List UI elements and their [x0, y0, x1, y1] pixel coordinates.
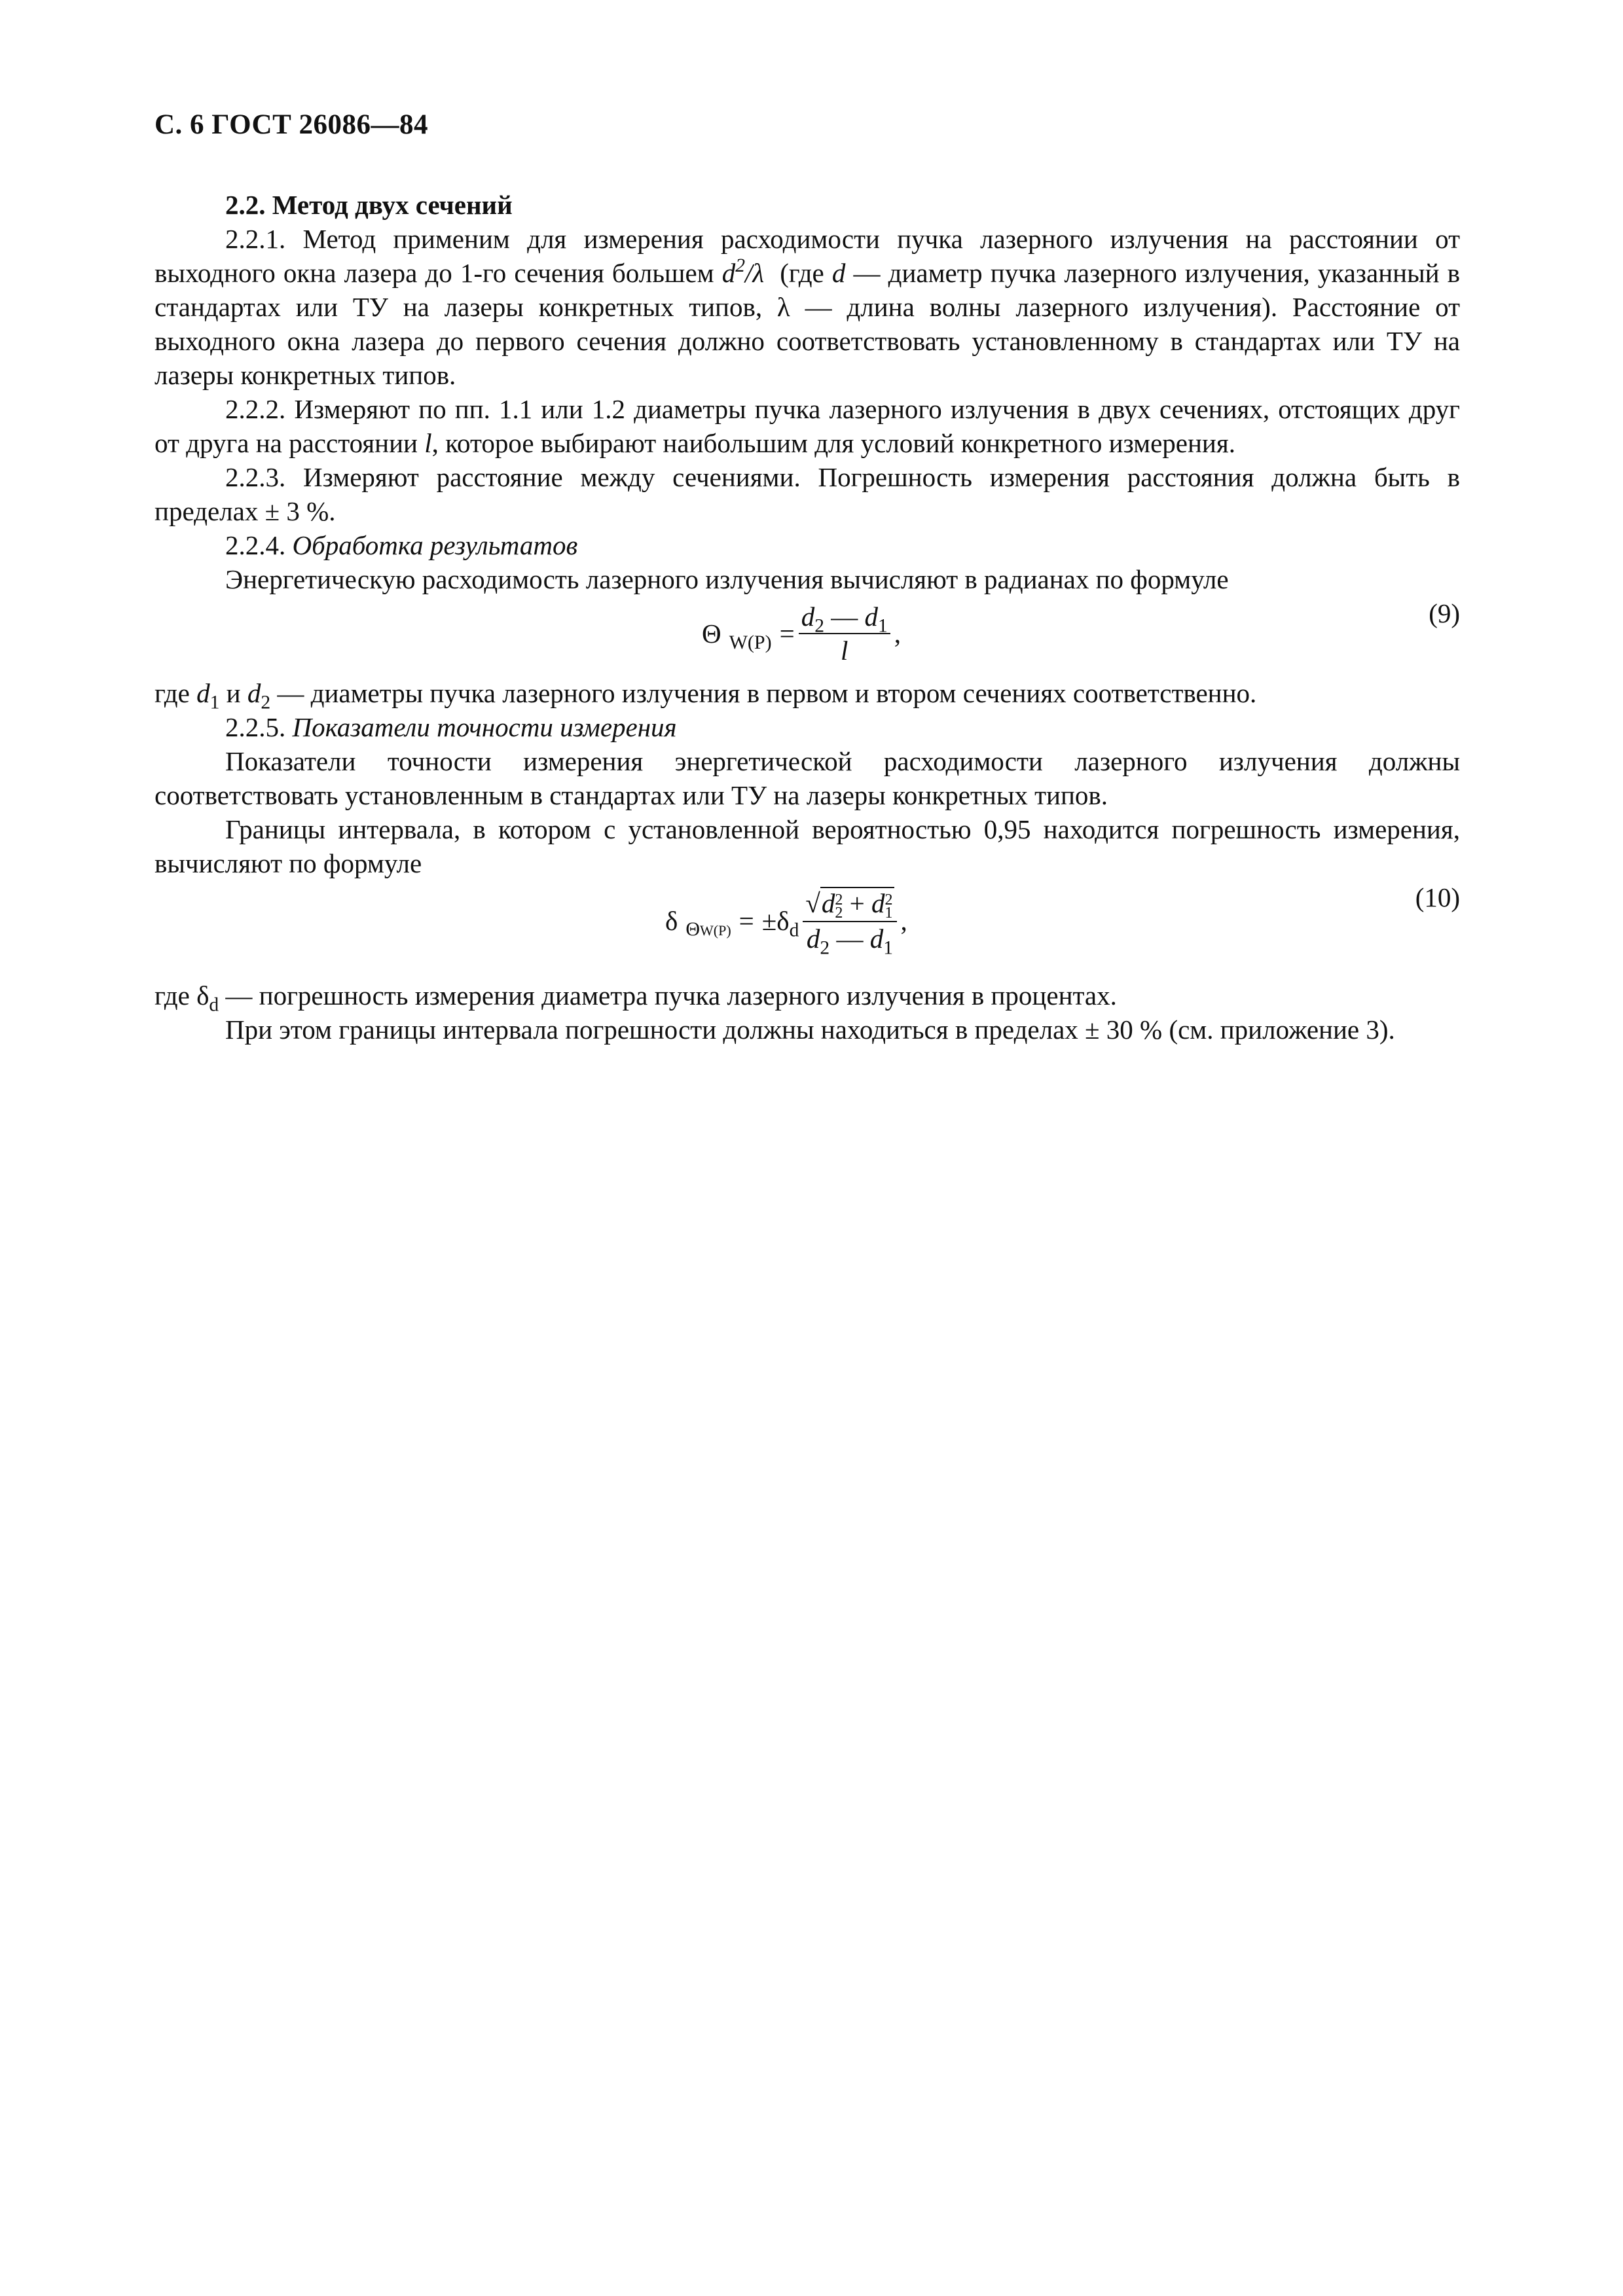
formula-9-expression [702, 601, 901, 666]
radicand: d 2 2 + d 2 1 [821, 888, 893, 922]
sqrt-icon: √ [805, 888, 820, 918]
theta-subscript: W(P) [729, 632, 772, 653]
fraction [803, 888, 896, 959]
paragraph-2-2-3 [155, 460, 1460, 528]
clause-number: 2.2.4. [225, 530, 286, 560]
paragraph-2-2-4 [155, 562, 1460, 596]
delta-symbol: δ [665, 905, 678, 936]
clause-number: 2.2.3. [225, 462, 286, 492]
section-heading [155, 188, 1460, 222]
equation-number-9: (9) [1429, 598, 1460, 628]
formula-10-legend: где $\delta_d$ — погрешность измерения диаметра пучка лазерного излучения в процентах. [155, 980, 1117, 1016]
formula-10-expression [665, 888, 907, 959]
plus-minus-delta: $\pm\delta_d$ [761, 905, 799, 941]
clause-number: 2.2.5. [225, 712, 286, 742]
paragraph-final [155, 1013, 1460, 1047]
paragraph-text: Измеряют расстояние между сечениями. Погрешность измерения расстояния должна быть в пределах ± 3 %. [155, 462, 1460, 526]
formula-comma: , [894, 619, 901, 649]
fraction-numerator: $d_2$ — $d_1$ [799, 601, 890, 634]
paragraph-text: Показатели точности измерения энергетической расходимости лазерного излучения должны соответствовать установленным в стандартах или ТУ на лазеры конкретных типов. [155, 746, 1460, 810]
paragraph-text: — диаметр пучка лазерного излучения, указанный в стандартах или ТУ на лазеры конкретных типов, λ — длина волны лазерного излучения). Расстояние от выходного окна лазера до первого сечения должно соответствовать установленному в стандартах или ТУ на лазеры конкретных типов. [155, 258, 1461, 390]
paragraph-2-2-2 [155, 392, 1460, 460]
formula-comma: , [900, 905, 907, 936]
clause-title: Показатели точности измерения [292, 712, 677, 742]
paragraph-2-2-5 [155, 744, 1460, 812]
paragraph-text: Энергетическую расходимость лазерного излучения вычисляют в радианах по формуле [225, 564, 1229, 594]
paragraph-text: , которое выбирают наибольшим для условий конкретного измерения. [431, 428, 1235, 458]
paragraph-text: При этом границы интервала погрешности должны находиться в пределах ± 30 % (см. приложение 3). [225, 1014, 1395, 1045]
section-number: 2.2. [225, 190, 266, 220]
formula-9 [155, 596, 1460, 676]
document-body [155, 188, 1460, 1047]
fraction [799, 601, 890, 666]
theta-symbol: Θ [702, 619, 721, 649]
math-variable: l [424, 428, 432, 458]
clause-number: 2.2.1. [225, 224, 286, 254]
math-variable: d [831, 258, 846, 288]
paragraph-2-2-1 [155, 222, 1460, 392]
paragraph-text: Метод применим для измерения расходимости пучка лазерного излучения на расстоянии от выходного окна лазера до 1-го сечения большем [155, 224, 1460, 288]
section-title: Метод двух сечений [272, 190, 513, 220]
formula-9-legend: где $d_1$ и $d_2$ — диаметры пучка лазерного излучения в первом и втором сечениях соответственно. [155, 678, 1257, 713]
equation-number-10: (10) [1415, 882, 1460, 912]
equals-sign: = [739, 905, 754, 936]
paragraph-2-2-5-heading [155, 710, 1460, 744]
paragraph-interval-bounds [155, 812, 1460, 880]
page-header: С. 6 ГОСТ 26086—84 [155, 109, 429, 140]
paragraph-text: Границы интервала, в котором с установленной вероятностью 0,95 находится погрешность измерения, вычисляют по формуле [155, 814, 1460, 878]
formula-10 [155, 880, 1460, 978]
paragraph-text: (где [780, 258, 824, 288]
clause-title: Обработка результатов [292, 530, 578, 560]
paragraph-2-2-4-heading [155, 528, 1460, 562]
fraction-numerator [803, 888, 896, 922]
delta-subscript: ΘW(P) [685, 918, 731, 940]
fraction-denominator: l [841, 636, 848, 666]
fraction-denominator: $d_2$ — $d_1$ [806, 923, 893, 959]
math-expression: $d^2/\lambda$ [721, 255, 765, 288]
paragraph-text: Измеряют по пп. 1.1 или 1.2 диаметры пучка лазерного излучения в двух сечениях, отстоящих друг от друга на расстоянии [155, 394, 1460, 458]
clause-number: 2.2.2. [225, 394, 286, 424]
equals-sign: = [779, 619, 795, 649]
